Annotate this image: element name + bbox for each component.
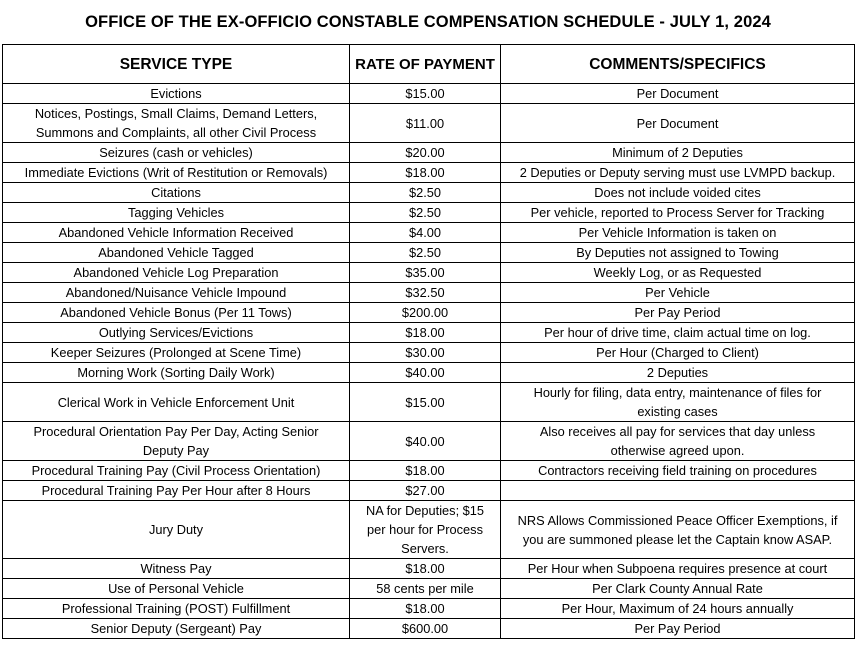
rate-cell: $18.00	[350, 323, 501, 343]
header-comments-specifics: COMMENTS/SPECIFICS	[501, 45, 855, 84]
table-row	[3, 143, 855, 163]
service-type-cell: Abandoned/Nuisance Vehicle Impound	[3, 283, 350, 303]
comments-cell: Does not include voided cites	[501, 183, 855, 203]
service-type-cell: Jury Duty	[3, 501, 350, 559]
table-row	[3, 323, 855, 343]
rate-cell: $35.00	[350, 263, 501, 283]
rate-cell: $30.00	[350, 343, 501, 363]
rate-cell: $20.00	[350, 143, 501, 163]
table-row	[3, 203, 855, 223]
comments-cell: Per Document	[501, 104, 855, 143]
service-type-cell: Witness Pay	[3, 559, 350, 579]
comments-cell: Also receives all pay for services that day unless otherwise agreed upon.	[501, 422, 855, 461]
table-row	[3, 559, 855, 579]
table-row	[3, 619, 855, 639]
table-header-row	[3, 45, 855, 84]
comments-cell: 2 Deputies or Deputy serving must use LVMPD backup.	[501, 163, 855, 183]
table-row	[3, 383, 855, 422]
comments-cell: Per Vehicle Information is taken on	[501, 223, 855, 243]
table-row	[3, 263, 855, 283]
service-type-cell: Morning Work (Sorting Daily Work)	[3, 363, 350, 383]
comments-cell: Per Clark County Annual Rate	[501, 579, 855, 599]
table-row	[3, 461, 855, 481]
table-row	[3, 303, 855, 323]
service-type-cell: Use of Personal Vehicle	[3, 579, 350, 599]
comments-cell: Per Vehicle	[501, 283, 855, 303]
rate-cell: NA for Deputies; $15 per hour for Process Servers.	[350, 501, 501, 559]
rate-cell: $18.00	[350, 559, 501, 579]
service-type-cell: Keeper Seizures (Prolonged at Scene Time)	[3, 343, 350, 363]
rate-cell: $40.00	[350, 422, 501, 461]
rate-cell: $18.00	[350, 163, 501, 183]
service-type-cell: Immediate Evictions (Writ of Restitution or Removals)	[3, 163, 350, 183]
comments-cell: Minimum of 2 Deputies	[501, 143, 855, 163]
rate-cell: $40.00	[350, 363, 501, 383]
service-type-cell: Clerical Work in Vehicle Enforcement Unit	[3, 383, 350, 422]
table-row	[3, 599, 855, 619]
rate-cell: $18.00	[350, 599, 501, 619]
rate-cell: $4.00	[350, 223, 501, 243]
comments-cell: Per Hour when Subpoena requires presence at court	[501, 559, 855, 579]
header-service-type: SERVICE TYPE	[3, 45, 350, 84]
rate-cell: $27.00	[350, 481, 501, 501]
rate-cell: $2.50	[350, 243, 501, 263]
service-type-cell: Evictions	[3, 84, 350, 104]
table-row	[3, 283, 855, 303]
table-row	[3, 363, 855, 383]
rate-cell: $11.00	[350, 104, 501, 143]
service-type-cell: Procedural Training Pay Per Hour after 8 Hours	[3, 481, 350, 501]
comments-cell: Per Hour (Charged to Client)	[501, 343, 855, 363]
service-type-cell: Citations	[3, 183, 350, 203]
service-type-cell: Abandoned Vehicle Tagged	[3, 243, 350, 263]
table-row	[3, 223, 855, 243]
service-type-cell: Tagging Vehicles	[3, 203, 350, 223]
comments-cell: Per vehicle, reported to Process Server for Tracking	[501, 203, 855, 223]
comments-cell: By Deputies not assigned to Towing	[501, 243, 855, 263]
comments-cell	[501, 481, 855, 501]
comments-cell: Hourly for filing, data entry, maintenance of files for existing cases	[501, 383, 855, 422]
comments-cell: Per Hour, Maximum of 24 hours annually	[501, 599, 855, 619]
table-row	[3, 481, 855, 501]
comments-cell: Per Document	[501, 84, 855, 104]
service-type-cell: Seizures (cash or vehicles)	[3, 143, 350, 163]
rate-cell: $15.00	[350, 84, 501, 104]
service-type-cell: Abandoned Vehicle Bonus (Per 11 Tows)	[3, 303, 350, 323]
rate-cell: $15.00	[350, 383, 501, 422]
service-type-cell: Abandoned Vehicle Log Preparation	[3, 263, 350, 283]
rate-cell: $32.50	[350, 283, 501, 303]
table-row	[3, 104, 855, 143]
service-type-cell: Outlying Services/Evictions	[3, 323, 350, 343]
table-row	[3, 422, 855, 461]
page-title: OFFICE OF THE EX-OFFICIO CONSTABLE COMPENSATION SCHEDULE - JULY 1, 2024	[85, 12, 771, 31]
comments-cell: Per hour of drive time, claim actual time on log.	[501, 323, 855, 343]
service-type-cell: Procedural Orientation Pay Per Day, Acting Senior Deputy Pay	[3, 422, 350, 461]
table-row	[3, 501, 855, 559]
rate-cell: $600.00	[350, 619, 501, 639]
comments-cell: NRS Allows Commissioned Peace Officer Exemptions, if you are summoned please let the Captain know ASAP.	[501, 501, 855, 559]
table-row	[3, 579, 855, 599]
service-type-cell: Notices, Postings, Small Claims, Demand Letters, Summons and Complaints, all other Civil Process	[3, 104, 350, 143]
service-type-cell: Procedural Training Pay (Civil Process Orientation)	[3, 461, 350, 481]
table-row	[3, 343, 855, 363]
service-type-cell: Abandoned Vehicle Information Received	[3, 223, 350, 243]
table-row	[3, 163, 855, 183]
table-body	[3, 84, 855, 639]
comments-cell: Weekly Log, or as Requested	[501, 263, 855, 283]
rate-cell: $200.00	[350, 303, 501, 323]
table-row	[3, 243, 855, 263]
comments-cell: 2 Deputies	[501, 363, 855, 383]
rate-cell: $18.00	[350, 461, 501, 481]
service-type-cell: Professional Training (POST) Fulfillment	[3, 599, 350, 619]
comments-cell: Per Pay Period	[501, 619, 855, 639]
table-row	[3, 84, 855, 104]
header-rate-of-payment: RATE OF PAYMENT	[350, 45, 501, 84]
table-row	[3, 183, 855, 203]
rate-cell: $2.50	[350, 203, 501, 223]
comments-cell: Per Pay Period	[501, 303, 855, 323]
rate-cell: $2.50	[350, 183, 501, 203]
comments-cell: Contractors receiving field training on procedures	[501, 461, 855, 481]
compensation-table	[2, 44, 855, 639]
service-type-cell: Senior Deputy (Sergeant) Pay	[3, 619, 350, 639]
rate-cell: 58 cents per mile	[350, 579, 501, 599]
